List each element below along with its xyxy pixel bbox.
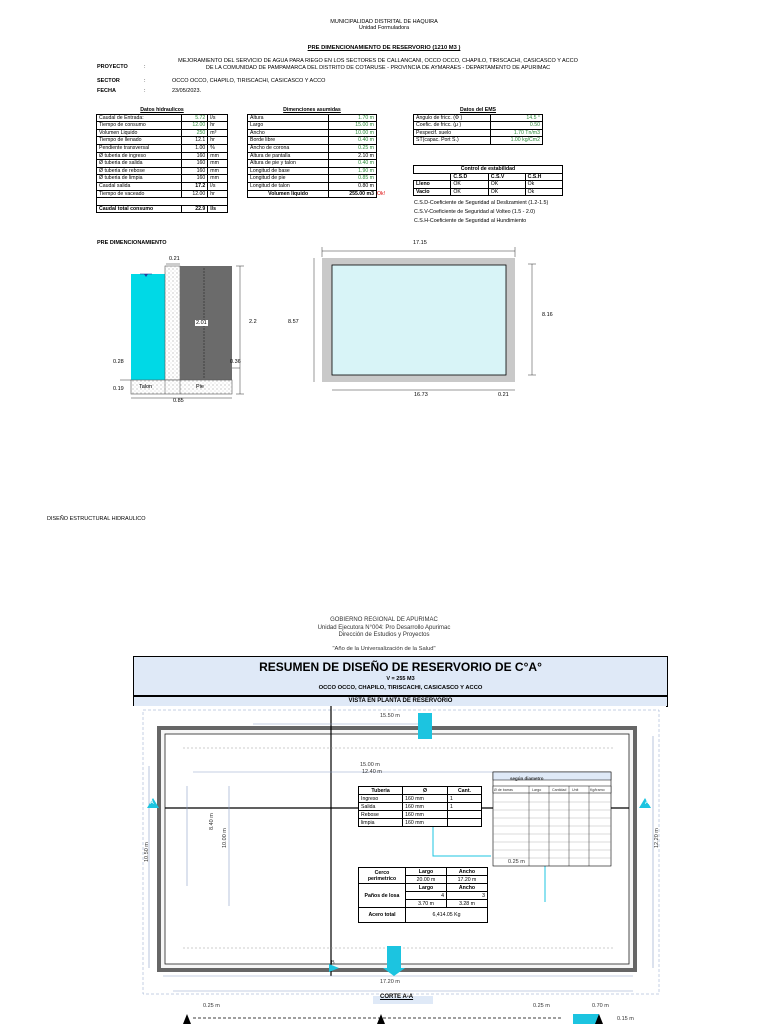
table-row	[248, 122, 377, 130]
row-value: 5.72	[182, 114, 208, 122]
dim-2-01: 2.01	[196, 320, 207, 326]
colon: :	[144, 88, 146, 94]
status-cell: Ok	[525, 181, 562, 189]
row-label: Angulo de fricc. (Φ )	[414, 114, 491, 122]
row-unit: mm	[208, 152, 228, 160]
table-row	[414, 137, 543, 145]
note: C.S.H-Coeficiente de Seguridad al Hundimiento	[414, 218, 527, 224]
gov-line1: GOBIERNO REGIONAL DE APURIMAC	[330, 617, 438, 623]
water-fill	[131, 274, 165, 380]
label-proyecto: PROYECTO	[97, 64, 128, 70]
row-value: 1.70 m	[329, 114, 377, 122]
table-row	[248, 129, 377, 137]
table-row	[97, 129, 228, 137]
dim-0-36: 0.36	[230, 359, 241, 365]
status-cell: OK	[488, 181, 525, 189]
section-label: DISEÑO ESTRUCTURAL HIDRAULICO	[47, 516, 146, 522]
table-row	[97, 160, 228, 168]
table-row	[97, 152, 228, 160]
row-label: Altura	[248, 114, 329, 122]
summary-place: OCCO OCCO, CHAPILO, TIRISCACHI, CASICASCO Y ACCO	[318, 685, 483, 691]
row-label: Vacio	[414, 188, 451, 196]
row-label: Altura de pantalla	[248, 152, 329, 160]
pipe-cell: 160 mm	[403, 811, 448, 819]
row-label: Borde libre	[248, 137, 329, 145]
dim-8-40: 8.40 m	[209, 813, 215, 830]
sector-value: OCCO OCCO, CHAPILO, TIRISCACHI, CASICASCO Y ACCO	[172, 78, 326, 84]
row-label: Coefic. de fricc. (μ )	[414, 122, 491, 130]
rebar-col: Unit	[572, 788, 579, 792]
label-talon: Talon	[139, 384, 153, 390]
reservoir-plan-drawing	[300, 245, 560, 405]
row-unit: hr	[208, 137, 228, 145]
gov-line3: Dirección de Estudios y Proyectos	[338, 632, 430, 638]
summary-title: RESUMEN DE DISEÑO DE RESERVORIO DE C°A°	[259, 660, 542, 674]
dim-0-85: 0.85	[173, 398, 184, 404]
dim-0-25: 0.25 m	[508, 859, 525, 865]
row-value: 250	[182, 129, 208, 137]
row-value: 2.10 m	[329, 152, 377, 160]
dim-15-50: 15.50 m	[380, 713, 400, 719]
org-unit: Unidad Formuladora	[358, 25, 410, 31]
col-header: C.S.D	[451, 173, 488, 181]
row-label: Tiempo de consumo	[97, 122, 182, 130]
row-value: 14.5 °	[491, 114, 543, 122]
stability-notes	[414, 199, 548, 226]
label-sector: SECTOR	[97, 78, 120, 84]
table-row	[414, 122, 543, 130]
row-label: Tiempo de llenado	[97, 137, 182, 145]
table-row	[248, 137, 377, 145]
total-label: Caudal total consumo	[97, 205, 182, 213]
row-value: 1.90 m	[329, 167, 377, 175]
table-row	[248, 182, 377, 190]
table-row	[359, 795, 482, 803]
row-label: Ø tuberia de salida	[97, 160, 182, 168]
table-caption: Dimenciones asumidas	[283, 107, 341, 113]
project-name-line2: DE LA COMUNIDAD DE PAMPAMARCA DEL DISTRITO DE COTARUSE - PROVINCIA DE AYMARAES - DEPARTAMENTO DE APURIMAC	[205, 65, 551, 71]
table-row	[248, 160, 377, 168]
row-value: 17.2	[182, 182, 208, 190]
row-label: Tiempo de vaceado	[97, 190, 182, 198]
pipe-cell: 160 mm	[403, 819, 448, 827]
table-row	[248, 144, 377, 152]
dim-0-19: 0.19	[113, 386, 124, 392]
hydraulic-data-table	[96, 107, 228, 213]
table-row	[359, 811, 482, 819]
table-row	[97, 190, 228, 198]
row-label: Pendiente transversal	[97, 144, 182, 152]
row-label: Longitud de base	[248, 167, 329, 175]
row-value: 1.00	[182, 144, 208, 152]
row-unit: hr	[208, 190, 228, 198]
dim-16-73: 16.73	[414, 392, 428, 398]
table-row	[97, 167, 228, 175]
panos-count-ancho: 3	[447, 892, 488, 900]
note: C.S.D-Coeficiente de Seguridad al Deslizamient (1.2-1.5)	[414, 200, 549, 206]
row-unit: mm	[208, 175, 228, 183]
rebar-table-caption: según diametro	[510, 776, 544, 781]
dim-12-40: 12.40 m	[362, 769, 382, 775]
dim-8-16: 8.16	[542, 312, 553, 318]
table-caption: Control de estabilidad	[414, 166, 563, 174]
col-header: Tuberia	[359, 787, 403, 795]
dim-17-15: 17.15	[413, 240, 427, 246]
corte-dim-015: 0.15 m	[617, 1016, 634, 1022]
plan-view-caption: VISTA EN PLANTA DE RESERVORIO	[133, 696, 668, 707]
table-row	[414, 181, 563, 189]
corte-dim-mid: 0.25 m	[533, 1003, 550, 1009]
summary-title-box	[133, 656, 668, 696]
status-cell: OK	[488, 188, 525, 196]
summary-quantities-table	[358, 867, 488, 923]
row-label: Ancho	[248, 129, 329, 137]
row-label: Largo	[248, 122, 329, 130]
table-row	[248, 175, 377, 183]
status-cell: Ok	[525, 188, 562, 196]
acero-label: Acero total	[359, 908, 406, 923]
table-row	[97, 122, 228, 130]
table-row	[248, 114, 377, 122]
pipe-cell: 1	[448, 803, 482, 811]
wall-section-drawing	[100, 252, 280, 412]
row-label: Ø tuberia de limpia	[97, 175, 182, 183]
pipe-table	[358, 786, 482, 827]
dim-12-20: 12.20 m	[654, 828, 660, 848]
row-unit: l/s	[208, 182, 228, 190]
axis-b-label: B	[331, 960, 335, 966]
total-unit: l/s	[208, 205, 228, 213]
pipe-cell: 160 mm	[403, 795, 448, 803]
table-row	[414, 114, 543, 122]
summary-volume: V = 255 M3	[386, 676, 415, 682]
dim-2-2: 2.2	[249, 319, 257, 325]
row-value: 0.40 m	[329, 160, 377, 168]
row-value: 10.00 m	[329, 129, 377, 137]
row-value: 1.70 Tn/m3	[491, 129, 543, 137]
wall-stem	[165, 266, 180, 380]
row-value: 12.00	[182, 122, 208, 130]
pipe-cell: Ingreso	[359, 795, 403, 803]
cerco-label: Cerco perimetrico	[359, 868, 406, 884]
assumed-dimensions-table	[247, 107, 386, 198]
row-label: Altura de pie y talon	[248, 160, 329, 168]
rebar-col: Largo	[532, 788, 542, 792]
axis-a-left: A	[150, 800, 154, 806]
dim-17-20: 17.20 m	[380, 979, 400, 985]
row-value: 0.40 m	[329, 137, 377, 145]
col-header: Largo	[406, 884, 447, 892]
table-row	[97, 114, 228, 122]
panos-count-largo: 4	[406, 892, 447, 900]
acero-value: 6,414.05 Kg	[406, 908, 488, 923]
table-row	[97, 182, 228, 190]
page-title: PRE DIMENCIONAMIENTO DE RESERVORIO (1210 M3 )	[307, 45, 461, 51]
pipe-cell: Salida	[359, 803, 403, 811]
pipe-cell: limpia	[359, 819, 403, 827]
dim-0-21: 0.21	[169, 256, 180, 262]
panos-ancho: 3.28 m	[447, 900, 488, 908]
row-value: 160	[182, 160, 208, 168]
pipe-cell: 1	[448, 795, 482, 803]
col-header: Cant.	[448, 787, 482, 795]
row-value: 0.25 m	[329, 144, 377, 152]
colon: :	[144, 64, 146, 70]
reservoir-basin	[332, 265, 506, 375]
col-header: Ancho	[447, 868, 488, 876]
dim-0-28: 0.28	[113, 359, 124, 365]
row-label: Ø tuberia de ingreso	[97, 152, 182, 160]
total-value: 22.9	[182, 205, 208, 213]
cerco-largo: 20.00 m	[406, 876, 447, 884]
dim-15-00: 15.00 m	[360, 762, 380, 768]
status-cell: OK	[451, 188, 488, 196]
row-label: Volumen Liquido	[97, 129, 182, 137]
motto: "Año de la Universalización de la Salud"	[332, 646, 436, 652]
gov-line2: Unidad Ejecutora N°004: Pro Desarrollo Apurimac	[317, 625, 451, 631]
predim-label: PRE DIMENCIONAMIENTO	[97, 240, 167, 246]
label-fecha: FECHA	[97, 88, 116, 94]
table-row	[97, 137, 228, 145]
pipe-cell	[448, 811, 482, 819]
dim-0-21b: 0.21	[498, 392, 509, 398]
row-unit: hr	[208, 122, 228, 130]
rebar-col: Ø de barras	[494, 788, 513, 792]
row-value: 0.85 m	[329, 175, 377, 183]
volume-value: 255.00 m3	[349, 190, 374, 197]
rebar-col: Kg/tramo	[590, 788, 605, 792]
section-cut-label: CORTE A-A	[380, 994, 414, 1000]
row-value: 15.00 m	[329, 122, 377, 130]
table-row	[248, 167, 377, 175]
row-value: 0.80 m	[329, 182, 377, 190]
row-label: Ancho de corona	[248, 144, 329, 152]
row-value: 160	[182, 175, 208, 183]
row-value: 160	[182, 167, 208, 175]
panos-largo: 3.70 m	[406, 900, 447, 908]
summary-plan-drawing	[133, 706, 666, 1024]
row-label: Pespecif. suelo	[414, 129, 491, 137]
row-label: ST(capac. Port S.)	[414, 137, 491, 145]
row-label: Lleno	[414, 181, 451, 189]
row-label: Ø tuberia de rebose	[97, 167, 182, 175]
pipe-cell: Rebose	[359, 811, 403, 819]
row-value: 12.1	[182, 137, 208, 145]
volume-label: Volumen liquido	[248, 190, 329, 198]
table-caption: Datos del EMS	[459, 107, 497, 113]
row-value: 12.00	[182, 190, 208, 198]
table-row	[414, 129, 543, 137]
col-header: C.S.H	[525, 173, 562, 181]
fecha-value: 23/05/2023.	[172, 88, 202, 94]
stability-table	[413, 165, 563, 196]
corte-dim-right: 0.70 m	[592, 1003, 609, 1009]
row-label: Caudal salida	[97, 182, 182, 190]
colon: :	[144, 78, 146, 84]
row-label: Longitud de talon	[248, 182, 329, 190]
note: C.S.V-Coeficiente de Seguridad al Volteo (1.5 - 2.0)	[414, 209, 536, 215]
corte-dim-left: 0.25 m	[203, 1003, 220, 1009]
dim-10-00: 10.00 m	[222, 828, 228, 848]
row-value: 0.50	[491, 122, 543, 130]
org-name: MUNICIPALIDAD DISTRITAL DE HAQUIRA	[330, 19, 438, 25]
row-unit: l/s	[208, 114, 228, 122]
table-row	[97, 144, 228, 152]
ems-data-table	[413, 107, 543, 145]
row-value: 1.00 kg/Cm2	[491, 137, 543, 145]
row-unit: mm	[208, 167, 228, 175]
table-caption: Datos hidraulicos	[140, 107, 184, 113]
pipe-cell	[448, 819, 482, 827]
volume-ok: Ok!	[377, 190, 386, 197]
row-unit: m³	[208, 129, 228, 137]
dim-10-50: 10.50 m	[144, 842, 150, 862]
col-header: Ø	[403, 787, 448, 795]
pipe-cell: 160 mm	[403, 803, 448, 811]
table-row	[97, 175, 228, 183]
table-row	[359, 819, 482, 827]
rebar-table-header	[494, 788, 605, 792]
col-header: Largo	[406, 868, 447, 876]
rebar-col: Cantidad	[552, 788, 567, 792]
col-header: C.S.V	[488, 173, 525, 181]
table-row	[359, 803, 482, 811]
inlet-pipe	[418, 713, 432, 739]
col-header: Ancho	[447, 884, 488, 892]
axis-a-right: A	[645, 800, 649, 806]
dim-8-57: 8.57	[288, 319, 299, 325]
row-label: Caudal de Entrada:	[97, 114, 182, 122]
row-value: 160	[182, 152, 208, 160]
row-unit: %	[208, 144, 228, 152]
row-unit: mm	[208, 160, 228, 168]
table-row	[248, 152, 377, 160]
cerco-ancho: 17.20 m	[447, 876, 488, 884]
panos-label: Paños de losa	[359, 884, 406, 908]
label-pie: Pie	[196, 384, 204, 390]
row-label: Longitud de pie	[248, 175, 329, 183]
status-cell: OK	[451, 181, 488, 189]
project-name-line1: MEJORAMIENTO DEL SERVICIO DE AGUA PARA RIEGO EN LOS SECTORES DE CALLANCANI, OCCO OCCO, CHAPILO, TIRISCACHI, CASICASCO Y ACCO	[178, 58, 578, 64]
outlet-pipe	[387, 946, 401, 968]
table-row	[414, 188, 563, 196]
